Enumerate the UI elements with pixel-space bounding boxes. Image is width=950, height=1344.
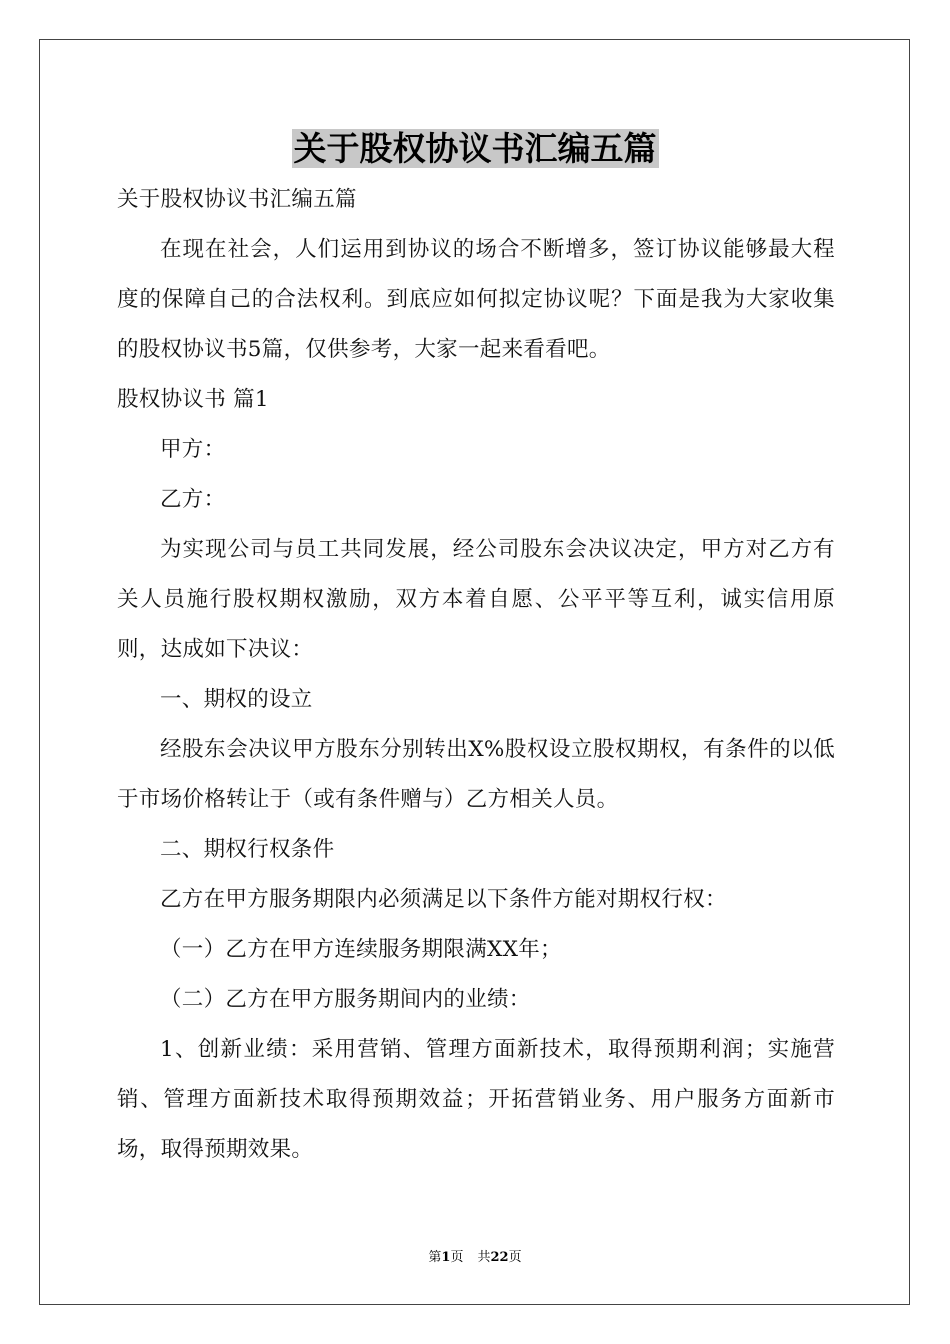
document-title-text: 关于股权协议书汇编五篇 bbox=[293, 129, 657, 168]
document-body bbox=[117, 175, 835, 1175]
paragraph: 关于股权协议书汇编五篇 bbox=[117, 187, 357, 212]
paragraph: 1、创新业绩：采用营销、管理方面新技术，取得预期利润；实施营销、管理方面新技术取得预期效益；开拓营销业务、用户服务方面新市场，取得预期效果。 bbox=[117, 1037, 835, 1162]
paragraph: （一）乙方在甲方连续服务期限满XX年； bbox=[160, 937, 562, 962]
paragraph: 为实现公司与员工共同发展，经公司股东会决议决定，甲方对乙方有关人员施行股权期权激励，双方本着自愿、公平平等互利，诚实信用原则，达成如下决议： bbox=[117, 537, 835, 662]
paragraph: 经股东会决议甲方股东分别转出X%股权设立股权期权，有条件的以低于市场价格转让于（或有条件赠与）乙方相关人员。 bbox=[117, 737, 835, 812]
footer-total-pages: 22 bbox=[490, 1250, 509, 1265]
footer-total-suffix: 页 bbox=[508, 1250, 522, 1265]
paragraph: 在现在社会，人们运用到协议的场合不断增多，签订协议能够最大程度的保障自己的合法权利。到底应如何拟定协议呢？下面是我为大家收集的股权协议书5篇，仅供参考，大家一起来看看吧。 bbox=[117, 237, 835, 362]
footer-page-suffix: 页 bbox=[450, 1250, 464, 1265]
footer-page-prefix: 第 bbox=[428, 1250, 442, 1265]
paragraph: 一、期权的设立 bbox=[160, 687, 313, 712]
footer-page-number: 1 bbox=[441, 1250, 451, 1265]
footer-total-prefix: 共 bbox=[477, 1250, 491, 1265]
document-title bbox=[0, 125, 950, 173]
paragraph: 二、期权行权条件 bbox=[160, 837, 335, 862]
paragraph: 股权协议书 篇1 bbox=[117, 387, 269, 412]
paragraph: 甲方： bbox=[160, 437, 226, 462]
paragraph: 乙方在甲方服务期限内必须满足以下条件方能对期权行权： bbox=[160, 887, 727, 912]
page-footer bbox=[0, 1246, 950, 1265]
paragraph: 乙方： bbox=[160, 487, 226, 512]
paragraph: （二）乙方在甲方服务期间内的业绩： bbox=[160, 987, 531, 1012]
